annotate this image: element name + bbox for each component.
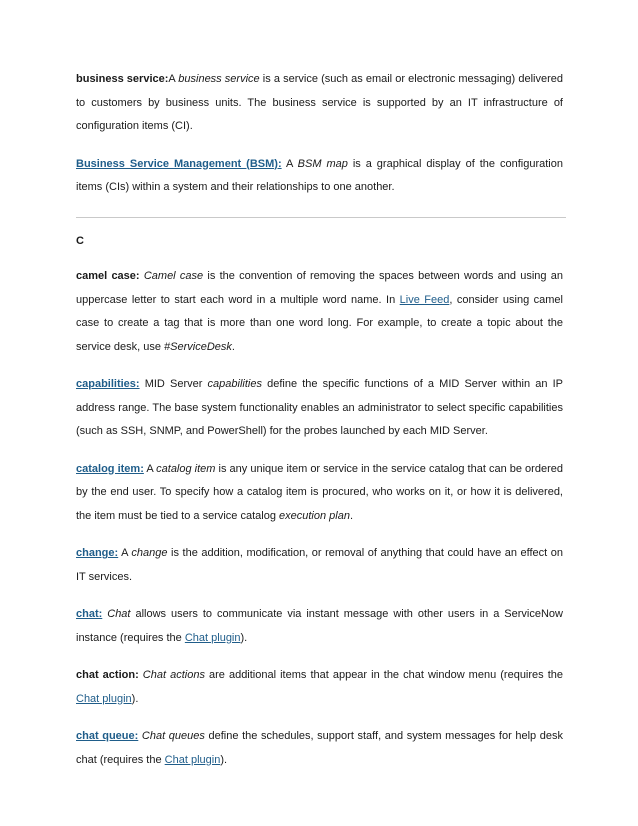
entry-chat-action xyxy=(76,664,563,711)
entry-text: . xyxy=(349,509,354,522)
term-catalog-item-link[interactable]: catalog item: xyxy=(76,462,144,475)
entry-chat xyxy=(76,603,563,650)
entry-emphasis: change xyxy=(131,547,168,559)
entry-text: define the schedules, support staff, and system messages for help desk chat (requires the xyxy=(76,730,564,766)
chat-plugin-link[interactable]: Chat plugin xyxy=(184,631,241,644)
entry-catalog-item xyxy=(76,458,563,529)
entry-text: are additional items that appear in the chat window menu (requires the xyxy=(204,669,564,681)
entry-text: , consider using camel case to create a tag that is more than one word long. For example, to create a topic about the service desk, use xyxy=(76,293,563,353)
entry-text: A xyxy=(118,547,132,559)
entry-emphasis: catalog item xyxy=(156,462,216,475)
entry-emphasis: Chat queues xyxy=(141,730,205,742)
entry-emphasis: business service xyxy=(178,73,260,85)
entry-emphasis: Chat actions xyxy=(142,669,205,681)
term-camel-case: camel case: xyxy=(76,270,140,282)
entry-business-service xyxy=(76,68,563,139)
entry-text: A xyxy=(168,73,179,85)
entry-text: is a service (such as email or electronic messaging) delivered to customers by business units. The business service is supported by an IT infrastructure of configuration items (CI). xyxy=(76,73,563,132)
entry-text: A xyxy=(143,462,157,475)
entry-change xyxy=(76,542,563,589)
term-change-link[interactable]: change: xyxy=(76,547,119,559)
term-chat-queue-link[interactable]: chat queue: xyxy=(76,730,139,742)
chat-plugin-link[interactable]: Chat plugin xyxy=(164,753,221,766)
entry-emphasis: #ServiceDesk xyxy=(164,340,232,353)
entry-text: is the convention of removing the spaces between words and using an uppercase letter to start each word in a multiple word name. In xyxy=(76,270,563,306)
entry-emphasis: Chat xyxy=(107,608,131,620)
term-bsm-link[interactable]: Business Service Management (BSM): xyxy=(76,157,282,170)
entry-emphasis: capabilities xyxy=(207,378,262,390)
entry-text: is any unique item or service in the service catalog that can be ordered by the end user. To specify how a catalog item is procured, who works on it, or how it is delivered, the item must be tied to a service catalog xyxy=(76,462,563,522)
entry-text: A xyxy=(281,157,298,170)
entry-emphasis: execution plan xyxy=(279,509,350,522)
entry-capabilities xyxy=(76,373,563,444)
section-divider xyxy=(76,217,566,218)
entry-text: ). xyxy=(220,753,228,766)
entry-emphasis: BSM map xyxy=(297,157,348,170)
entry-text: define the specific functions of a MID Server within an IP address range. The base system functionality enables an administrator to select specific capabilities (such as SSH, SNMP, and PowerShell) for the probes launched by each MID Server. xyxy=(76,378,563,437)
entry-text: ). xyxy=(240,631,248,644)
term-chat-link[interactable]: chat: xyxy=(76,608,103,620)
chat-plugin-link[interactable]: Chat plugin xyxy=(76,692,132,705)
entry-text: MID Server xyxy=(139,378,208,390)
section-letter: C xyxy=(76,234,84,247)
live-feed-link[interactable]: Live Feed xyxy=(399,293,450,306)
term-capabilities-link[interactable]: capabilities: xyxy=(76,378,140,390)
entry-text: allows users to communicate via instant message with other users in a ServiceNow instance (requires the xyxy=(76,608,563,644)
entry-bsm xyxy=(76,153,563,200)
entry-text: . xyxy=(231,340,235,353)
entry-text: is the addition, modification, or removal of anything that could have an effect on IT services. xyxy=(76,547,563,583)
glossary-content xyxy=(76,68,563,786)
entry-chat-queue xyxy=(76,725,563,772)
entry-text: is a graphical display of the configuration items (CIs) within a system and their relationships to one another. xyxy=(76,157,563,193)
entry-emphasis: Camel case xyxy=(143,270,204,282)
entry-camel-case xyxy=(76,265,563,359)
term-business-service: business service: xyxy=(76,73,169,85)
term-chat-action: chat action: xyxy=(76,669,139,681)
entry-text: ). xyxy=(131,692,139,705)
